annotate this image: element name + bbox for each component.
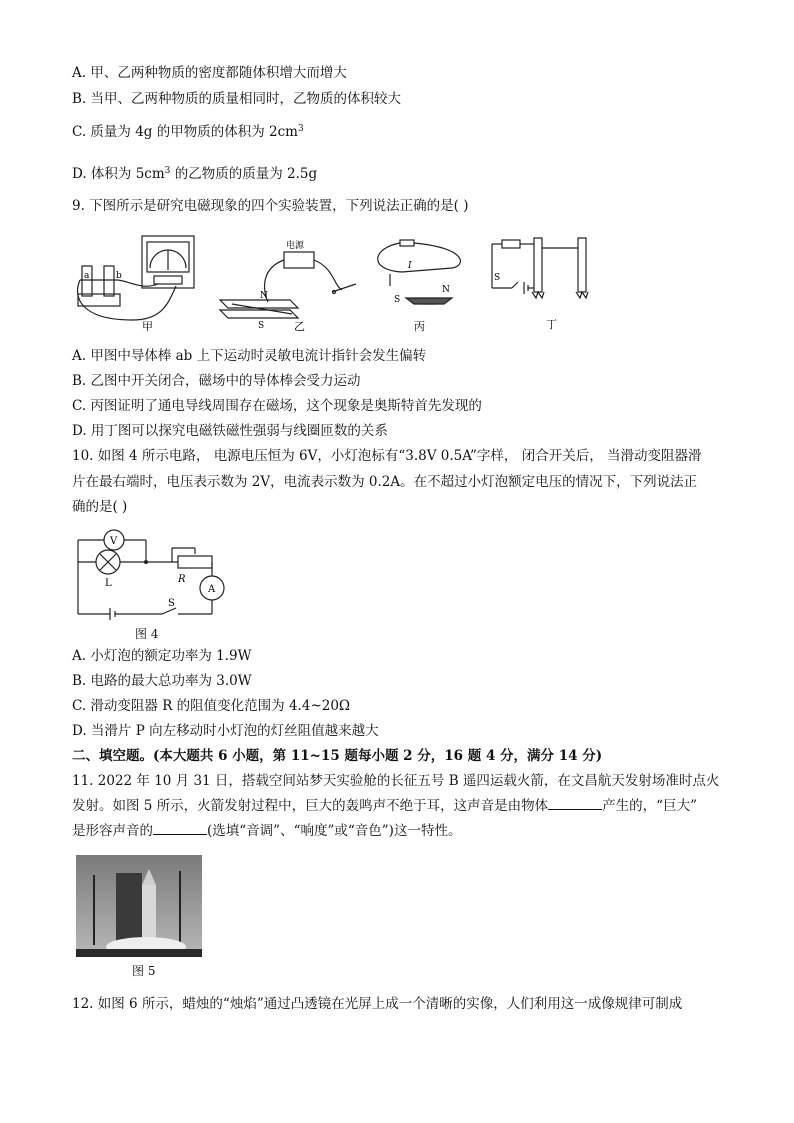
label-r: R (178, 574, 186, 585)
q10-stem-line2: 片在最右端时，电压表示数为 2V，电流表示数为 0.2A。在不超过小灯泡额定电压的情况下，下列说法正 (72, 474, 698, 490)
q9-option-b: B. 乙图中开关闭合，磁场中的导体棒会受力运动 (72, 373, 361, 389)
label-s-yi: S (258, 321, 265, 331)
rheostat-r (178, 556, 212, 568)
photo-ground (76, 949, 202, 957)
junction-dot (144, 560, 148, 564)
q10-option-b: B. 电路的最大总功率为 3.0W (72, 673, 252, 689)
label-l: L (105, 578, 112, 589)
figure-label-jia: 甲 (142, 320, 153, 333)
rocket-body (142, 885, 156, 943)
q8-option-b: B. 当甲、乙两种物质的质量相同时，乙物质的体积较大 (72, 91, 402, 107)
q8-option-c-text: C. 质量为 4g 的甲物质的体积为 2cm (72, 124, 298, 140)
q10-option-d: D. 当滑片 P 向左移动时小灯泡的灯丝阻值越来越大 (72, 723, 379, 739)
q11-line2-pre: 发射。如图 5 所示，火箭发射过程中，巨大的轰鸣声不绝于耳，这声音是由物体 (72, 798, 549, 814)
figure-label-bing: 丙 (414, 320, 425, 333)
wire-right (118, 280, 158, 286)
magnet-right (104, 266, 114, 296)
q9-stem: 9. 下图所示是研究电磁现象的四个实验装置，下列说法正确的是( ) (72, 198, 469, 214)
compass-needle (406, 298, 452, 304)
q10-circuit-diagram (72, 520, 242, 620)
switch-ding (512, 282, 518, 288)
q11-line2 (72, 797, 697, 815)
section-heading-fill-blank: 二、填空题。(本大题共 6 小题，第 11~15 题每小题 2 分，16 题 4 分，满分 14 分) (72, 748, 603, 764)
conductor-rod (232, 304, 292, 314)
figure-label-yi: 乙 (294, 320, 305, 333)
label-i: I (408, 261, 412, 271)
figure4-caption: 图 4 (135, 627, 159, 641)
figure-yi (220, 252, 356, 318)
label-switch-ding: S (494, 273, 501, 283)
figure-label-ding: 丁 (546, 318, 557, 331)
magnet-top (220, 300, 298, 308)
q9-figure (72, 228, 622, 336)
q11-line3-pre: 是形容声音的 (72, 823, 153, 839)
electromagnet-1 (534, 238, 542, 292)
q10-stem-line1: 10. 如图 4 所示电路， 电源电压恒为 6V，小灯泡标有“3.8V 0.5A”字样， 闭合开关后， 当滑动变阻器滑 (72, 448, 702, 464)
q8-option-c-sup: 3 (298, 124, 304, 134)
label-s-10: S (168, 598, 175, 609)
q8-option-d-sup: 3 (164, 166, 171, 176)
q11-line3-post: (选填“音调”、“响度”或“音色”)这一特性。 (207, 823, 462, 839)
clips-1 (532, 292, 544, 298)
label-n-bing: N (442, 285, 450, 295)
switch-pivot (333, 291, 336, 294)
q11-blank-2[interactable] (153, 822, 207, 835)
electromagnet-2 (578, 238, 586, 292)
q11-line2-post: 产生的，“巨大” (602, 798, 697, 814)
clips-2 (576, 292, 588, 298)
q8-option-a: A. 甲、乙两种物质的密度都随体积增大而增大 (72, 65, 347, 81)
q11-line1: 11. 2022 年 10 月 31 日，搭载空间站梦天实验舱的长征五号 B 遥四运载火箭，在文昌航天发射场准时点火 (72, 773, 720, 789)
q9-option-c: C. 丙图证明了通电导线周围存在磁场，这个现象是奥斯特首先发现的 (72, 398, 482, 414)
label-n-yi: N (260, 291, 268, 301)
q9-option-d: D. 用丁图可以探究电磁铁磁性强弱与线圈匝数的关系 (72, 423, 388, 439)
label-a: A (208, 584, 216, 595)
magnet-bottom (220, 310, 298, 318)
galvanometer-terminals (154, 276, 182, 284)
figure-ding (492, 238, 588, 298)
label-a: a (84, 271, 90, 281)
figure5-caption: 图 5 (132, 964, 156, 978)
q10-option-a: A. 小灯泡的额定功率为 1.9W (72, 648, 252, 664)
q8-option-d-text: D. 体积为 5cm (72, 166, 165, 182)
label-b: b (116, 271, 122, 281)
figure-jia (78, 236, 194, 320)
rocket-launch-photo (76, 855, 202, 957)
q10-option-c: C. 滑动变阻器 R 的阻值变化范围为 4.4~20Ω (72, 698, 351, 714)
power-box (284, 252, 314, 268)
q8-option-d (72, 165, 317, 183)
launch-tower (116, 873, 142, 943)
q11-line3 (72, 822, 461, 840)
q12-line1: 12. 如图 6 所示，蜡烛的“烛焰”通过凸透镜在光屏上成一个清晰的实像，人们利用这一成像规律可制成 (72, 996, 683, 1012)
q11-blank-1[interactable] (548, 797, 602, 810)
q8-option-d-tail: 的乙物质的质量为 2.5g (170, 166, 318, 182)
battery (400, 240, 414, 246)
label-power: 电源 (286, 241, 305, 251)
q8-option-c (72, 123, 304, 141)
wire-loop-bing (378, 243, 461, 272)
rheostat (502, 240, 520, 248)
wire-right-2 (314, 260, 342, 290)
label-v: V (110, 536, 118, 547)
q9-option-a: A. 甲图中导体棒 ab 上下运动时灵敏电流计指针会发生偏转 (72, 348, 427, 364)
label-s-bing: S (394, 295, 401, 305)
q10-stem-line3: 确的是( ) (72, 499, 128, 515)
